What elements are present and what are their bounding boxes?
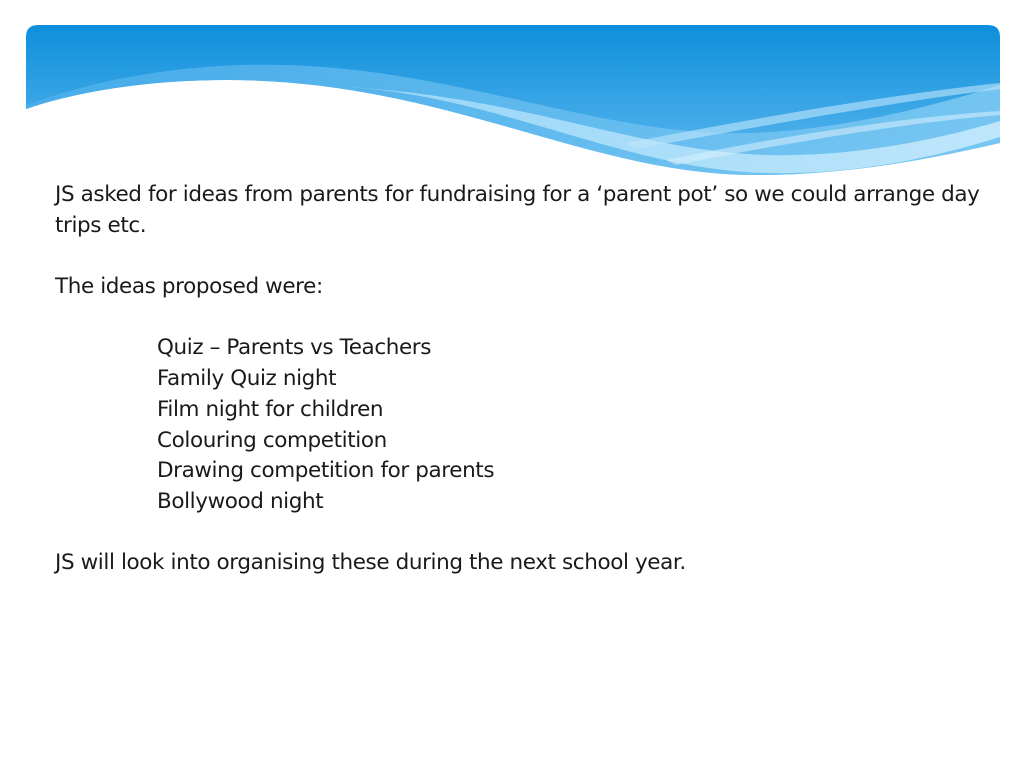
list-item: Colouring competition bbox=[157, 427, 387, 453]
list-item: Bollywood night bbox=[157, 489, 324, 514]
spacer bbox=[55, 241, 985, 272]
list-item: Drawing competition for parents bbox=[157, 458, 495, 484]
spacer bbox=[55, 518, 985, 549]
ideas-heading: The ideas proposed were: bbox=[55, 274, 323, 300]
spacer bbox=[55, 303, 985, 334]
slide-body bbox=[55, 180, 985, 579]
header-wave-banner bbox=[26, 25, 1000, 180]
conclusion-paragraph: JS will look into organising these during the next school year. bbox=[55, 550, 686, 576]
list-item: Family Quiz night bbox=[157, 366, 337, 392]
list-item: Film night for children bbox=[157, 396, 384, 422]
ideas-list bbox=[55, 333, 985, 517]
intro-paragraph: JS asked for ideas from parents for fundraising for a ‘parent pot’ so we could arrange day trips etc. bbox=[55, 182, 980, 238]
list-item: Quiz – Parents vs Teachers bbox=[157, 335, 432, 361]
